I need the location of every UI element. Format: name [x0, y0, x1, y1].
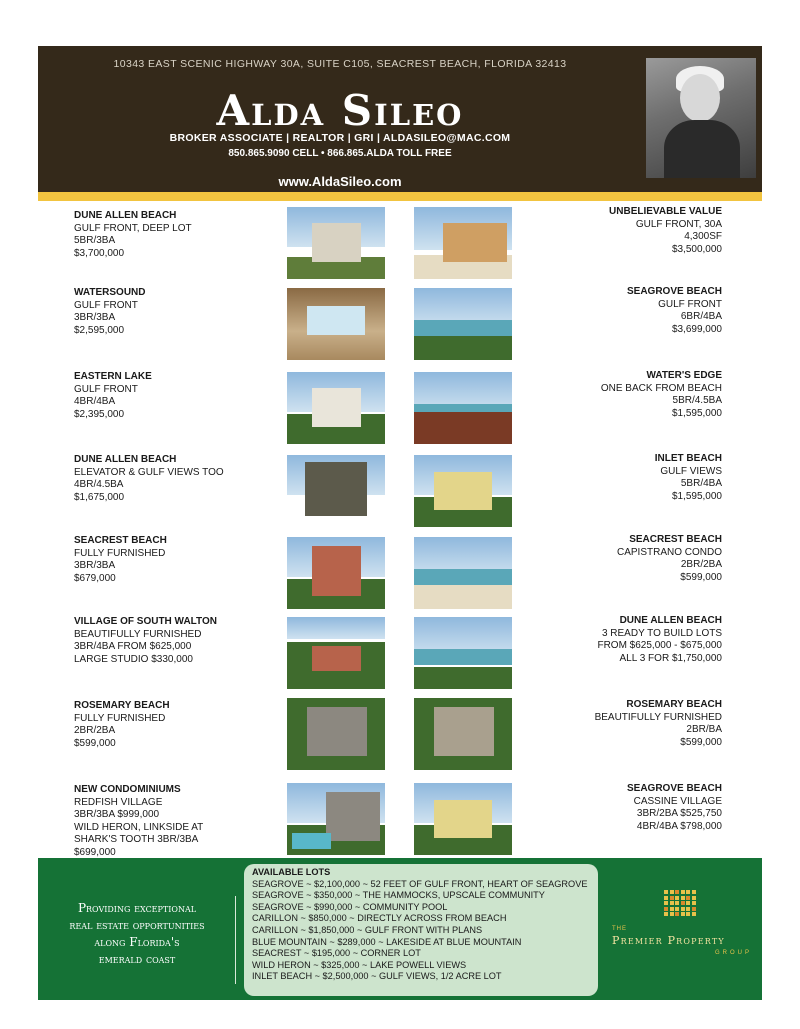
available-lots-panel — [244, 864, 598, 996]
listing-left-5: SEACREST BEACH FULLY FURNISHED 3BR/3BA $679,000 — [74, 535, 167, 584]
property-photo — [414, 288, 512, 360]
property-photo — [414, 617, 512, 689]
property-photo — [414, 207, 512, 279]
property-photo — [287, 207, 385, 279]
property-photo — [287, 617, 385, 689]
lot-item: SEAGROVE ~ $2,100,000 ~ 52 FEET OF GULF FRONT, HEART OF SEAGROVE — [252, 878, 588, 889]
tagline: Providing exceptional real estate opportunities along Florida's emerald coast — [69, 901, 205, 966]
header-banner — [38, 46, 762, 192]
logo-dots-icon — [664, 890, 696, 916]
agent-portrait — [646, 58, 756, 178]
agent-titles: BROKER ASSOCIATE | REALTOR | GRI | ALDASILEO@MAC.COM — [169, 132, 511, 144]
property-photo — [287, 698, 385, 770]
premier-property-logo: THE Premier Property GROUP — [598, 886, 762, 986]
listing-right-1: UNBELIEVABLE VALUE GULF FRONT, 30A 4,300SF $3,500,000 — [609, 206, 722, 255]
listing-right-4: INLET BEACH GULF VIEWS 5BR/4BA $1,595,000 — [654, 453, 722, 502]
listing-left-8: NEW CONDOMINIUMS REDFISH VILLAGE 3BR/3BA $999,000 WILD HERON, LINKSIDE AT SHARK'S TOOTH 3BR/3BA $699,000 — [74, 784, 204, 858]
listing-right-6: DUNE ALLEN BEACH 3 READY TO BUILD LOTS FROM $625,000 - $675,000 ALL 3 FOR $1,750,000 — [597, 615, 722, 664]
listing-right-2: SEAGROVE BEACH GULF FRONT 6BR/4BA $3,699,000 — [626, 286, 722, 335]
lot-item: SEAGROVE ~ $990,000 ~ COMMUNITY POOL — [252, 901, 448, 912]
property-photo — [414, 537, 512, 609]
listing-left-4: DUNE ALLEN BEACH ELEVATOR & GULF VIEWS TOO 4BR/4.5BA $1,675,000 — [74, 454, 224, 503]
lot-item: CARILLON ~ $1,850,000 ~ GULF FRONT WITH PLANS — [252, 924, 483, 935]
listing-left-1: DUNE ALLEN BEACH GULF FRONT, DEEP LOT 5BR/3BA $3,700,000 — [74, 210, 192, 259]
listing-right-8: SEAGROVE BEACH CASSINE VILLAGE 3BR/2BA $525,750 4BR/4BA $798,000 — [626, 783, 722, 832]
listing-right-3: WATER'S EDGE ONE BACK FROM BEACH 5BR/4.5BA $1,595,000 — [600, 370, 722, 419]
lot-item: BLUE MOUNTAIN ~ $289,000 ~ LAKESIDE AT BLUE MOUNTAIN — [252, 936, 522, 947]
property-photo — [287, 372, 385, 444]
available-lots-title: AVAILABLE LOTS — [252, 867, 331, 877]
property-photo — [287, 783, 385, 855]
agent-website-link[interactable]: www.AldaSileo.com — [278, 174, 402, 189]
lot-item: WILD HERON ~ $325,000 ~ LAKE POWELL VIEWS — [252, 959, 467, 970]
footer-banner — [38, 858, 762, 1000]
footer-divider — [235, 896, 236, 984]
gold-divider — [38, 192, 762, 201]
property-photo — [414, 455, 512, 527]
listing-left-3: EASTERN LAKE GULF FRONT 4BR/4BA $2,395,000 — [74, 371, 152, 420]
lot-item: SEAGROVE ~ $350,000 ~ THE HAMMOCKS, UPSCALE COMMUNITY — [252, 890, 545, 901]
agent-phones: 850.865.9090 CELL • 866.865.ALDA TOLL FREE — [228, 148, 452, 159]
property-photo — [414, 372, 512, 444]
property-photo — [287, 288, 385, 360]
property-photo — [287, 537, 385, 609]
listing-left-6: VILLAGE OF SOUTH WALTON BEAUTIFULLY FURNISHED 3BR/4BA FROM $625,000 LARGE STUDIO $330,000 — [74, 616, 217, 665]
listing-left-7: ROSEMARY BEACH FULLY FURNISHED 2BR/2BA $599,000 — [74, 700, 170, 749]
listing-right-5: SEACREST BEACH CAPISTRANO CONDO 2BR/2BA $599,000 — [616, 534, 722, 583]
listing-right-7: ROSEMARY BEACH BEAUTIFULLY FURNISHED 2BR/BA $599,000 — [594, 699, 722, 748]
property-photo — [287, 455, 385, 527]
lot-item: SEACREST ~ $195,000 ~ CORNER LOT — [252, 948, 421, 959]
property-photo — [414, 783, 512, 855]
lot-item: INLET BEACH ~ $2,500,000 ~ GULF VIEWS, 1/2 ACRE LOT — [252, 971, 502, 982]
office-address: 10343 EAST SCENIC HIGHWAY 30A, SUITE C105, SEACREST BEACH, FLORIDA 32413 — [113, 58, 567, 70]
property-photo — [414, 698, 512, 770]
lot-item: CARILLON ~ $850,000 ~ DIRECTLY ACROSS FROM BEACH — [252, 913, 507, 924]
agent-name: Alda Sileo — [216, 86, 464, 135]
listing-left-2: WATERSOUND GULF FRONT 3BR/3BA $2,595,000 — [74, 287, 146, 336]
